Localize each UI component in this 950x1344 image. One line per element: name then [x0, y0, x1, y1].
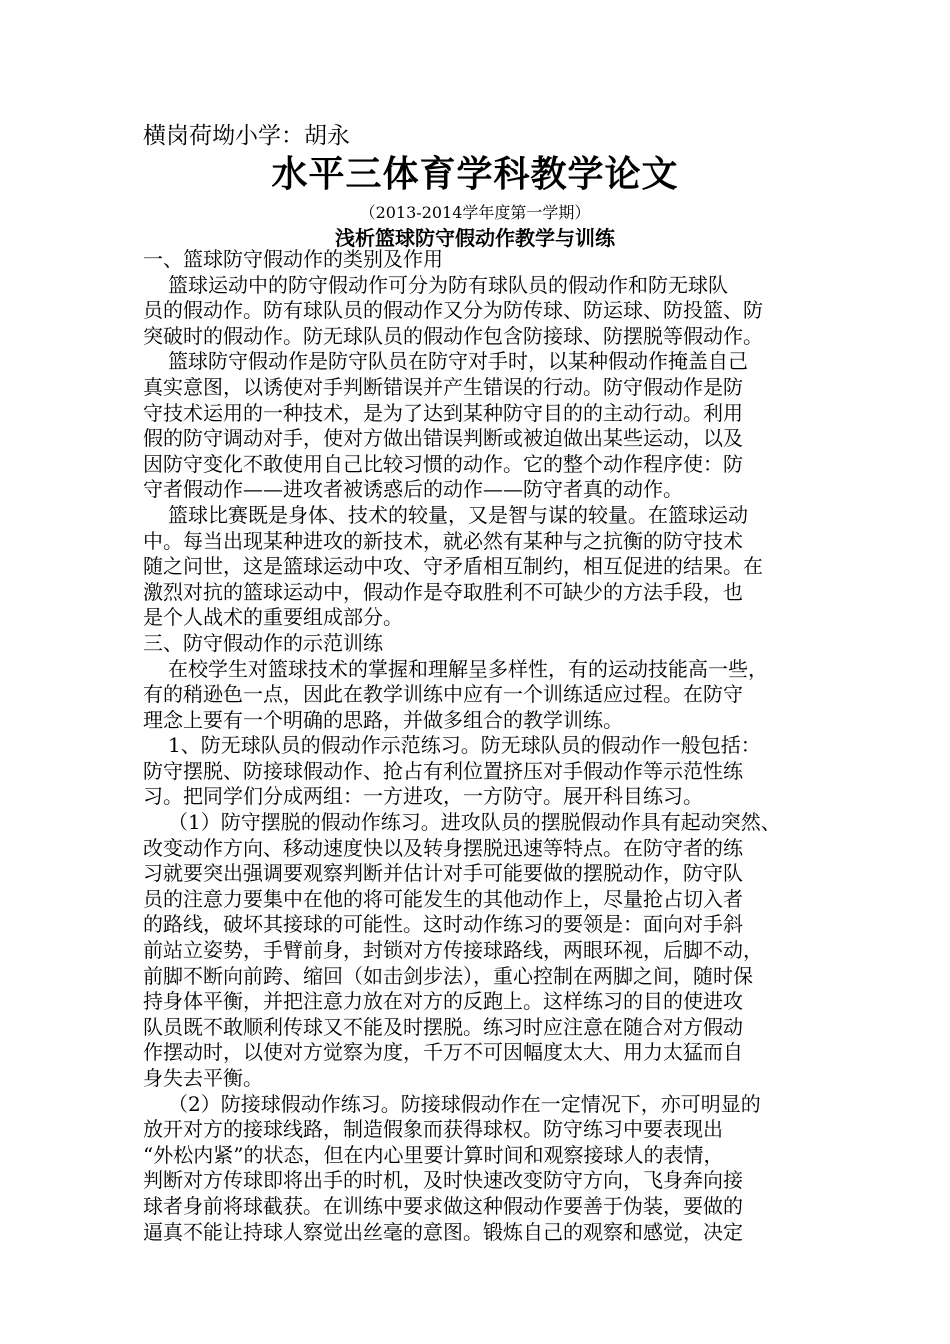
text-line: 一、篮球防守假动作的类别及作用 — [143, 247, 443, 271]
text-line: 判断对方传球即将出手的时机，及时快速改变防守方向，飞身奔向接 — [143, 1168, 743, 1193]
text-line: 持身体平衡，并把注意力放在对方的反跑上。这样练习的目的使进攻 — [143, 989, 743, 1014]
text-line: 作摆动时，以使对方觉察为度，千万不可因幅度太大、用力太猛而自 — [143, 1040, 743, 1065]
text-line: 中。每当出现某种进攻的新技术，就必然有某种与之抗衡的防守技术 — [143, 528, 743, 553]
text-line: 放开对方的接球线路，制造假象而获得球权。防守练习中要表现出 — [143, 1117, 723, 1142]
author-line: 横岗荷坳小学：胡永 — [143, 123, 350, 149]
text-line: 真实意图，以诱使对手判断错误并产生错误的行动。防守假动作是防 — [143, 374, 743, 399]
text-line: 有的稍逊色一点，因此在教学训练中应有一个训练适应过程。在防守 — [143, 682, 743, 707]
text-line: 因防守变化不敢使用自己比较习惯的动作。它的整个动作程序使：防 — [143, 451, 743, 476]
text-line: 习就要突出强调要观察判断并估计对手可能要做的摆脱动作，防守队 — [143, 861, 743, 886]
article-subtitle: 浅析篮球防守假动作教学与训练 — [335, 226, 615, 250]
text-line: 激烈对抗的篮球运动中，假动作是夺取胜利不可缺少的方法手段，也 — [143, 579, 743, 604]
text-line: 前站立姿势，手臂前身，封锁对方传接球路线，两眼环视，后脚不动， — [143, 938, 763, 963]
text-line: （2）防接球假动作练习。防接球假动作在一定情况下，亦可明显的 — [168, 1091, 761, 1116]
article-body — [143, 247, 811, 1245]
text-line: 理念上要有一个明确的思路，并做多组合的教学训练。 — [143, 707, 623, 732]
text-line: 在校学生对篮球技术的掌握和理解呈多样性，有的运动技能高一些， — [168, 656, 768, 681]
text-line: （1）防守摆脱的假动作练习。进攻队员的摆脱假动作具有起动突然、 — [168, 810, 781, 835]
page-title: 水平三体育学科教学论文 — [271, 154, 679, 195]
text-line: 前脚不断向前跨、缩回（如击剑步法），重心控制在两脚之间，随时保 — [143, 963, 753, 988]
text-line: 篮球运动中的防守假动作可分为防有球队员的假动作和防无球队 — [168, 272, 728, 297]
text-line: 队员既不敢顺利传球又不能及时摆脱。练习时应注意在随合对方假动 — [143, 1014, 743, 1039]
text-line: 1、防无球队员的假动作示范练习。防无球队员的假动作一般包括： — [168, 733, 761, 758]
text-line: 改变动作方向、移动速度快以及转身摆脱迅速等特点。在防守者的练 — [143, 835, 743, 860]
text-line: 习。把同学们分成两组：一方进攻，一方防守。展开科目练习。 — [143, 784, 703, 809]
term-line: （2013-2014学年度第一学期） — [359, 203, 591, 222]
text-line: 的路线，破坏其接球的可能性。这时动作练习的要领是：面向对手斜 — [143, 912, 743, 937]
text-line: 员的假动作。防有球队员的假动作又分为防传球、防运球、防投篮、防 — [143, 298, 763, 323]
text-line: 守者假动作——进攻者被诱惑后的动作——防守者真的动作。 — [143, 477, 683, 502]
text-line: 假的防守调动对手，使对方做出错误判断或被迫做出某些运动，以及 — [143, 426, 743, 451]
text-line: 篮球防守假动作是防守队员在防守对手时，以某种假动作掩盖自己 — [168, 349, 748, 374]
text-line: 随之问世，这是篮球运动中攻、守矛盾相互制约，相互促进的结果。在 — [143, 554, 763, 579]
text-line: 是个人战术的重要组成部分。 — [143, 605, 403, 630]
text-line: 逼真不能让持球人察觉出丝毫的意图。锻炼自己的观察和感觉，决定 — [143, 1219, 743, 1244]
text-line: 守技术运用的一种技术，是为了达到某种防守目的的主动行动。利用 — [143, 400, 743, 425]
text-line: 防守摆脱、防接球假动作、抢占有利位置挤压对手假动作等示范性练 — [143, 758, 743, 783]
text-line: 篮球比赛既是身体、技术的较量，又是智与谋的较量。在篮球运动 — [168, 502, 748, 527]
text-line: 三、防守假动作的示范训练 — [143, 630, 383, 655]
text-line: 突破时的假动作。防无球队员的假动作包含防接球、防摆脱等假动作。 — [143, 323, 763, 348]
text-line: “外松内紧”的状态，但在内心里要计算时间和观察接球人的表情， — [143, 1142, 724, 1167]
text-line: 身失去平衡。 — [143, 1066, 263, 1090]
text-line: 员的注意力要集中在他的将可能发生的其他动作上，尽量抢占切入者 — [143, 886, 743, 911]
text-line: 球者身前将球截获。在训练中要求做这种假动作要善于伪装，要做的 — [143, 1193, 743, 1218]
